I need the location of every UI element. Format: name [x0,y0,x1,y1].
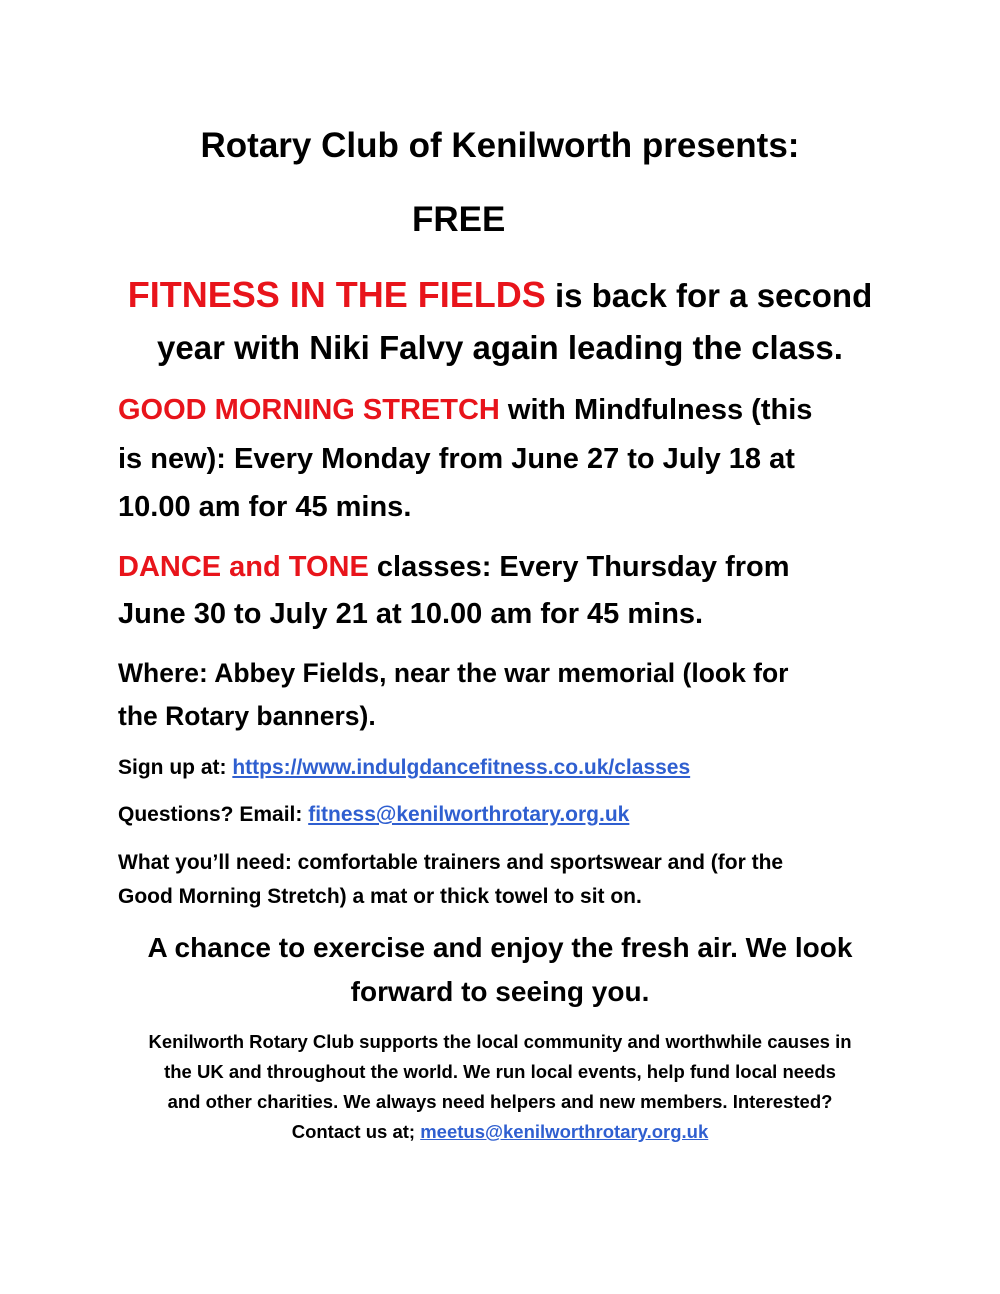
dance-highlight: DANCE and TONE [118,551,369,583]
questions-label: Questions? Email: [118,803,309,826]
footer-line-1 [0,1031,1000,1053]
footer-line-4 [0,1121,1000,1143]
flyer-title [0,126,1000,166]
stretch-line-2-text: is new): Every Monday from June 27 to July 18 at [118,443,795,475]
questions-line [118,803,629,827]
closing-line-1-text: A chance to exercise and enjoy the fresh air. We look [147,932,853,963]
dance-line-2-text: June 30 to July 21 at 10.00 am for 45 mins. [118,598,704,630]
stretch-highlight: GOOD MORNING STRETCH [118,394,500,426]
footer-line-2-text: the UK and throughout the world. We run local events, help fund local needs [164,1061,836,1082]
dance-line-1 [118,551,790,584]
dance-line-2 [118,598,703,631]
signup-label: Sign up at: [118,756,233,779]
event-name-highlight: FITNESS IN THE FIELDS [127,274,546,315]
dance-line-1-rest: classes: Every Thursday from [368,551,790,583]
where-line-1-text: Where: Abbey Fields, near the war memorial (look for [118,658,789,688]
footer-line-2 [0,1061,1000,1083]
need-line-1 [118,851,783,875]
need-line-1-text: What you’ll need: comfortable trainers and sportswear and (for the [118,851,784,874]
closing-line-1 [0,932,1000,964]
stretch-line-3 [118,491,411,524]
where-line-2 [118,701,376,732]
intro-line-2-text: year with Niki Falvy again leading the class. [157,329,843,366]
closing-line-2-text: forward to seeing you. [350,976,650,1007]
free-label [412,200,505,240]
free-label-text: FREE [412,200,506,239]
footer-contact-email-link[interactable]: meetus@kenilworthrotary.org.uk [420,1121,709,1142]
stretch-line-1-rest: with Mindfulness (this [499,394,813,426]
footer-line-1-text: Kenilworth Rotary Club supports the local community and worthwhile causes in [148,1031,852,1052]
closing-line-2 [0,976,1000,1008]
questions-email-link[interactable]: fitness@kenilworthrotary.org.uk [308,803,630,826]
flyer-title-text: Rotary Club of Kenilworth presents: [200,126,800,165]
stretch-line-3-text: 10.00 am for 45 mins. [118,491,412,523]
where-line-2-text: the Rotary banners). [118,701,376,731]
where-line-1 [118,658,789,689]
footer-line-3 [0,1091,1000,1113]
signup-line [118,756,690,780]
intro-line-2 [0,329,1000,367]
need-line-2-text: Good Morning Stretch) a mat or thick towel to sit on. [118,885,642,908]
footer-line-3-text: and other charities. We always need helpers and new members. Interested? [167,1091,833,1112]
intro-line-1-rest: is back for a second [545,277,873,314]
signup-link[interactable]: https://www.indulgdancefitness.co.uk/classes [232,756,691,779]
footer-contact-label: Contact us at; [291,1121,421,1142]
need-line-2 [118,885,642,909]
intro-line-1 [0,274,1000,316]
stretch-line-1 [118,394,812,427]
stretch-line-2 [118,443,795,476]
